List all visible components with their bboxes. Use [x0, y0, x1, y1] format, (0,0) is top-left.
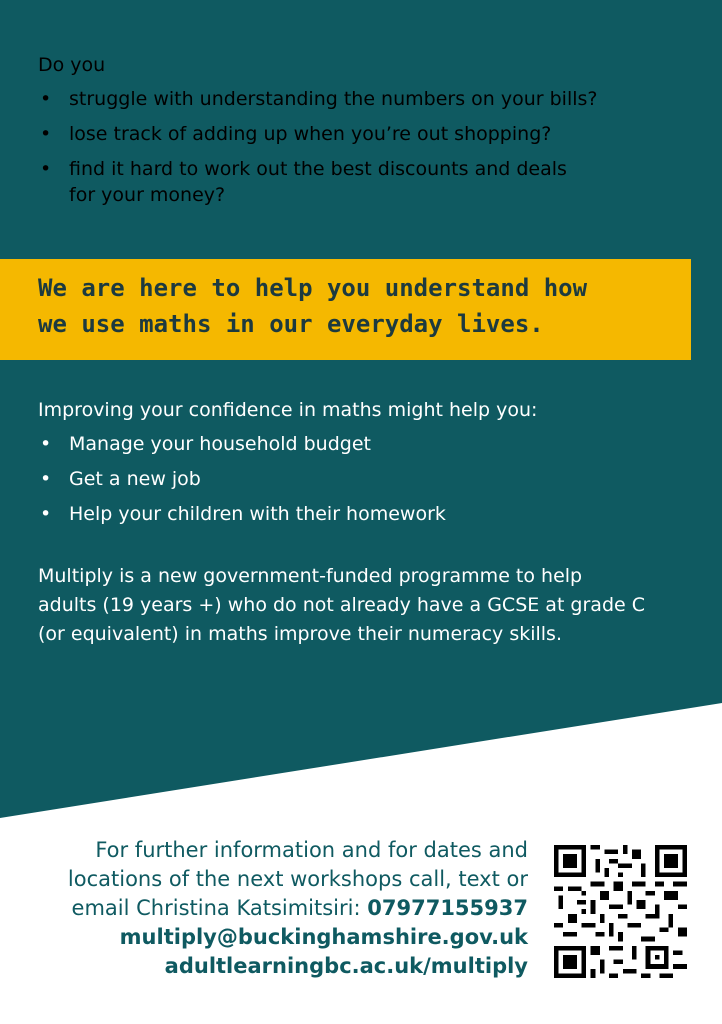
bullet-text: Manage your household budget [69, 433, 371, 455]
email-link[interactable]: multiply@buckinghamshire.gov.uk [119, 925, 528, 949]
list-item [38, 501, 688, 527]
intro-bullet-list [38, 86, 678, 208]
list-item [38, 431, 688, 457]
bullet-icon: • [40, 468, 52, 490]
benefits-section [38, 397, 688, 536]
bullet-text: lose track of adding up when you’re out shopping? [69, 123, 552, 145]
benefits-lead: Improving your confidence in maths might help you: [38, 399, 538, 421]
contact-line-3 [8, 894, 528, 923]
bullet-icon: • [40, 88, 52, 110]
bullet-text: Help your children with their homework [69, 503, 446, 525]
list-item [38, 466, 688, 492]
bullet-icon: • [40, 158, 52, 180]
intro-lead: Do you [38, 54, 106, 76]
list-item [38, 156, 678, 208]
list-item [38, 86, 678, 112]
bullet-text: find it hard to work out the best discounts and deals for your money? [69, 158, 567, 206]
contact-line-2: locations of the next workshops call, text or [67, 867, 528, 891]
description-line-2: adults (19 years +) who do not already have a GCSE at grade C [38, 594, 645, 616]
phone-link[interactable]: 07977155937 [367, 896, 528, 920]
description-line-1: Multiply is a new government-funded programme to help [38, 565, 583, 587]
bullet-icon: • [40, 123, 52, 145]
bullet-text: Get a new job [69, 468, 201, 490]
bullet-text: struggle with understanding the numbers on your bills? [69, 88, 598, 110]
banner-line-2: we use maths in our everyday lives. [38, 310, 544, 338]
banner-line-1: We are here to help you understand how [38, 274, 588, 302]
bullet-icon: • [40, 433, 52, 455]
contact-line-1: For further information and for dates and [95, 838, 528, 862]
programme-description [38, 562, 688, 649]
bullet-icon: • [40, 503, 52, 525]
benefits-bullet-list [38, 431, 688, 527]
intro-section [38, 52, 678, 217]
qr-code-icon [554, 845, 687, 978]
website-link[interactable]: adultlearningbc.ac.uk/multiply [164, 954, 528, 978]
contact-info [8, 836, 528, 981]
banner-heading [38, 270, 688, 342]
list-item [38, 121, 678, 147]
description-line-3: (or equivalent) in maths improve their numeracy skills. [38, 623, 562, 645]
contact-name: email Christina Katsimitsiri: [71, 896, 361, 920]
